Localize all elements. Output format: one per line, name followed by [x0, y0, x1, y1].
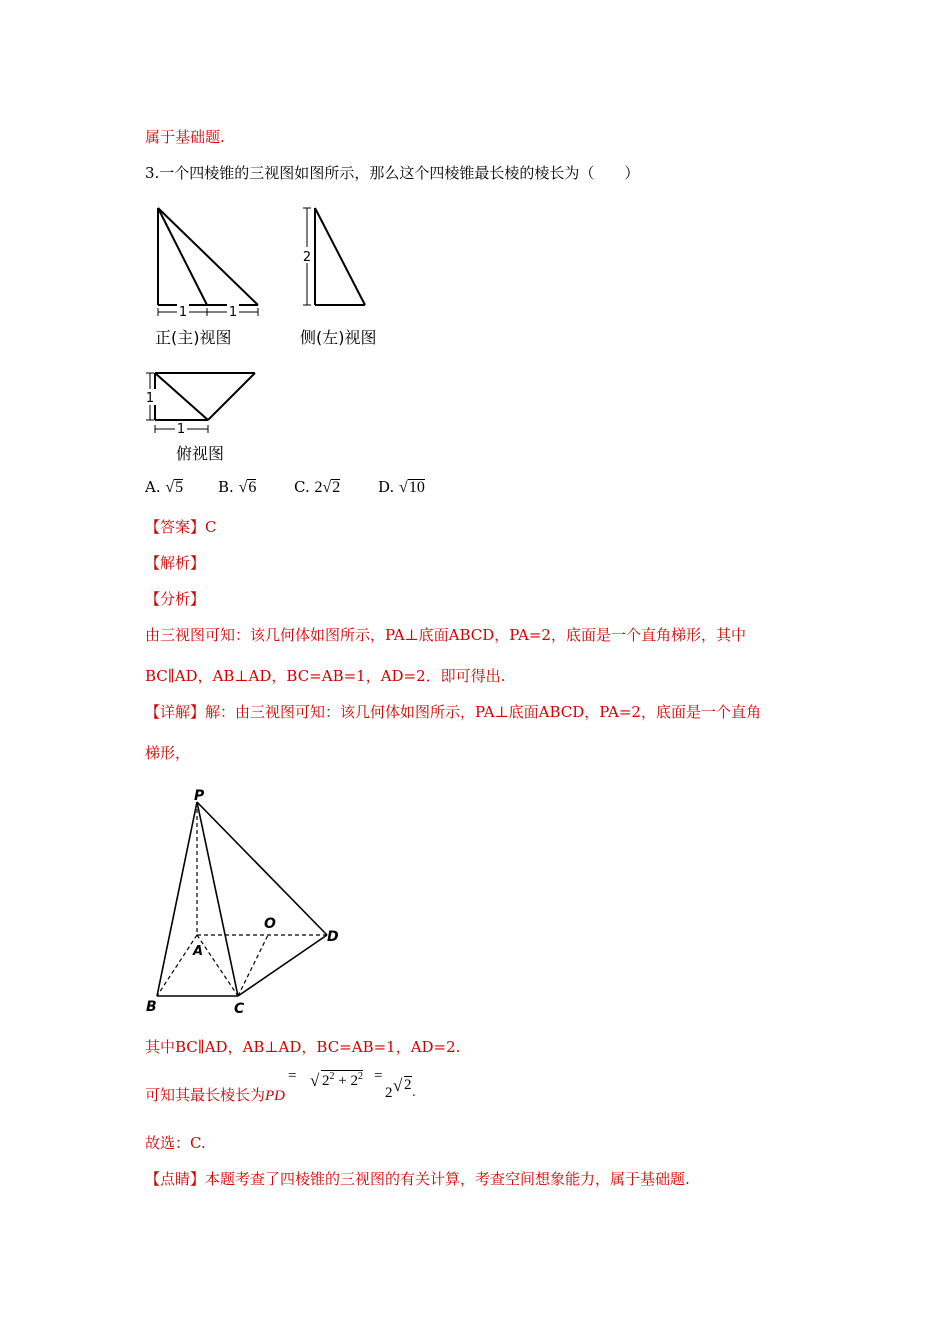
option-c[interactable] — [294, 478, 340, 497]
where-line: 其中BC∥AD，AB⊥AD，BC=AB=1，AD=2. — [145, 1038, 461, 1056]
detail-tag: 【详解】 — [145, 703, 206, 721]
detail-line-1 — [145, 702, 761, 722]
option-d-radicand: 10 — [408, 479, 425, 496]
option-b-letter: B. — [218, 478, 234, 496]
label-d: D — [327, 929, 339, 945]
label-a: A — [193, 944, 204, 959]
radical-icon: √ — [393, 1076, 403, 1095]
longest-var: PD — [265, 1088, 286, 1104]
radical-icon: √ — [399, 479, 408, 496]
radical-icon: √ — [165, 479, 175, 496]
front-view-figure — [150, 200, 280, 350]
longest-prefix: 可知其最长棱长为 — [145, 1086, 266, 1104]
question-text: 3.一个四棱锥的三视图如图所示，那么这个四棱锥最长棱的棱长为（ ） — [145, 164, 640, 182]
side-dim: 2 — [302, 250, 312, 265]
option-a-letter: A. — [145, 478, 161, 496]
option-c-coef: 2 — [314, 479, 323, 496]
side-view-figure — [295, 200, 395, 350]
option-d[interactable] — [378, 478, 425, 497]
formula-r1: 2 — [322, 1073, 330, 1089]
option-a-radicand: 5 — [175, 479, 184, 496]
radical-icon: √ — [238, 479, 248, 496]
detail-text-1: 解：由三视图可知：该几何体如图所示，PA⊥底面ABCD，PA=2，底面是一个直角 — [205, 703, 761, 721]
top-view-label: 俯视图 — [176, 444, 225, 463]
intro-tail: 属于基础题. — [145, 128, 225, 146]
side-view-label: 侧(左)视图 — [300, 328, 377, 347]
option-b-radicand: 6 — [248, 479, 257, 496]
jiexi-heading: 【解析】 — [145, 554, 206, 572]
comment-text: 本题考查了四棱锥的三视图的有关计算，考查空间想象能力，属于基础题. — [205, 1170, 690, 1188]
label-c: C — [234, 1001, 245, 1017]
fenxi-heading: 【分析】 — [145, 590, 206, 608]
label-b: B — [146, 999, 157, 1015]
front-dim-2: 1 — [228, 305, 238, 320]
conclusion-line: 故选：C. — [145, 1134, 206, 1152]
option-c-radicand: 2 — [332, 479, 341, 496]
analysis-line-2: BC∥AD，AB⊥AD，BC=AB=1，AD=2．即可得出. — [145, 667, 506, 685]
comment-line — [145, 1169, 690, 1189]
option-a[interactable] — [145, 478, 183, 497]
formula-eq: = — [288, 1068, 297, 1084]
formula-r2: 2 — [350, 1073, 358, 1089]
longest-line — [145, 1085, 285, 1106]
label-p: P — [194, 788, 205, 804]
radical-icon: √ — [322, 479, 332, 496]
formula-coef: 2 — [385, 1085, 393, 1101]
formula-plus: + — [338, 1073, 347, 1089]
option-d-letter: D. — [378, 478, 395, 496]
radical-icon: √ — [310, 1071, 320, 1090]
formula-rad: 2 — [404, 1077, 412, 1093]
detail-line-2: 梯形， — [145, 744, 191, 762]
top-view-figure — [140, 365, 270, 465]
front-view-label: 正(主)视图 — [155, 328, 232, 347]
pyramid-figure — [140, 780, 360, 1020]
option-c-letter: C. — [294, 478, 310, 496]
formula-exp-1: 2 — [329, 1071, 335, 1082]
formula-eq2: = — [374, 1068, 383, 1084]
answer-line: 【答案】C — [145, 518, 217, 536]
front-dim-1: 1 — [178, 305, 188, 320]
formula-exp-2: 2 — [357, 1071, 363, 1082]
top-dim-w: 1 — [176, 422, 186, 437]
analysis-line-1: 由三视图可知：该几何体如图所示，PA⊥底面ABCD，PA=2，底面是一个直角梯形，其中 — [145, 626, 746, 644]
top-dim-h: 1 — [145, 391, 155, 406]
option-b[interactable] — [218, 478, 256, 497]
formula-end: . — [412, 1084, 416, 1100]
label-o: O — [264, 916, 276, 932]
comment-tag: 【点睛】 — [145, 1170, 206, 1188]
